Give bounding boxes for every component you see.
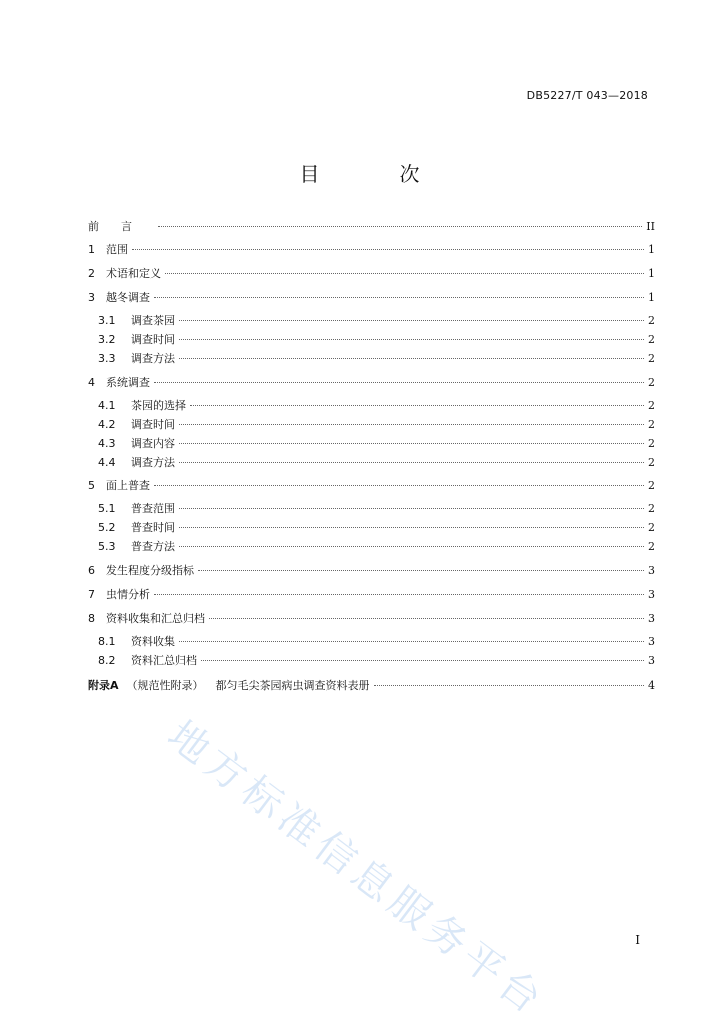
toc-entry-number: 3.3	[98, 352, 116, 365]
toc-entry-subsection[interactable]	[98, 501, 655, 517]
dot-leader	[179, 339, 644, 340]
toc-entry-page: 2	[648, 521, 655, 534]
toc-entry-number: 3.1	[98, 314, 116, 327]
toc-entry-subsection[interactable]	[98, 351, 655, 367]
toc-entry-number: 6	[88, 564, 95, 577]
toc-entry-number: 3	[88, 291, 95, 304]
toc-entry-label: 调查时间	[131, 418, 175, 431]
toc-entry-page: 2	[648, 437, 655, 450]
toc-entry-page: 2	[648, 456, 655, 469]
toc-entry-subsection[interactable]	[98, 398, 655, 414]
toc-entry-label: 调查茶园	[131, 314, 175, 327]
toc-entry-label: 调查方法	[131, 352, 175, 365]
toc-entry-page: 2	[648, 479, 655, 492]
toc-entry-subsection[interactable]	[98, 520, 655, 536]
toc-entry-number: 8.2	[98, 654, 116, 667]
toc-entry-page: 2	[648, 333, 655, 346]
toc-entry-number: 5.1	[98, 502, 116, 515]
dot-leader	[198, 570, 644, 571]
toc-entry-page: II	[646, 220, 655, 233]
toc-entry-subsection[interactable]	[98, 417, 655, 433]
toc-entry-number: 4.1	[98, 399, 116, 412]
toc-entry-label: 资料汇总归档	[131, 654, 197, 667]
dot-leader	[179, 527, 644, 528]
toc-entry-label: 系统调查	[106, 376, 150, 389]
toc-entry-subsection[interactable]	[98, 313, 655, 329]
toc-entry-label: 前言	[88, 220, 154, 233]
toc-entry-chapter[interactable]	[88, 290, 655, 306]
toc-entry-label: 调查时间	[131, 333, 175, 346]
toc-entry-page: 3	[648, 635, 655, 648]
toc-entry-page: 3	[648, 564, 655, 577]
toc-entry-page: 2	[648, 352, 655, 365]
toc-entry-chapter[interactable]	[88, 375, 655, 391]
toc-entry-preface[interactable]	[88, 219, 655, 235]
dot-leader	[179, 424, 644, 425]
toc-entry-page: 1	[648, 243, 655, 256]
toc-entry-label: 调查内容	[131, 437, 175, 450]
dot-leader	[179, 641, 644, 642]
toc-entry-label: 虫情分析	[106, 588, 150, 601]
toc-entry-label: 普查范围	[131, 502, 175, 515]
toc-entry-number: 8	[88, 612, 95, 625]
toc-entry-page: 3	[648, 588, 655, 601]
toc-entry-number: 5	[88, 479, 95, 492]
toc-entry-number: 4.3	[98, 437, 116, 450]
toc-entry-number: 3.2	[98, 333, 116, 346]
toc-entry-page: 2	[648, 399, 655, 412]
toc-entry-chapter[interactable]	[88, 563, 655, 579]
toc-entry-page: 4	[648, 679, 655, 692]
toc-entry-subsection[interactable]	[98, 436, 655, 452]
toc-entry-subsection[interactable]	[98, 332, 655, 348]
annex-prefix: 附录A	[88, 679, 119, 692]
toc-entry-chapter[interactable]	[88, 611, 655, 627]
dot-leader	[374, 685, 644, 686]
standard-code: DB5227/T 043—2018	[526, 89, 648, 102]
toc-entry-page: 2	[648, 376, 655, 389]
toc-entry-page: 2	[648, 314, 655, 327]
toc-entry-label: 面上普查	[106, 479, 150, 492]
toc-entry-subsection[interactable]	[98, 539, 655, 555]
toc-entry-subsection[interactable]	[98, 653, 655, 669]
toc-entry-chapter[interactable]	[88, 266, 655, 282]
toc-entry-number: 5.3	[98, 540, 116, 553]
toc-entry-label: 越冬调查	[106, 291, 150, 304]
dot-leader	[179, 358, 644, 359]
toc-entry-page: 1	[648, 267, 655, 280]
toc-entry-page: 3	[648, 654, 655, 667]
dot-leader	[209, 618, 644, 619]
toc-entry-subsection[interactable]	[98, 634, 655, 650]
dot-leader	[154, 485, 644, 486]
dot-leader	[154, 297, 644, 298]
toc-entry-label: 茶园的选择	[131, 399, 186, 412]
toc-entry-label: 普查方法	[131, 540, 175, 553]
dot-leader	[201, 660, 644, 661]
page-number: I	[635, 933, 640, 947]
toc-entry-label: 调查方法	[131, 456, 175, 469]
toc-entry-label: 资料收集和汇总归档	[106, 612, 205, 625]
toc-entry-label: 范围	[106, 243, 128, 256]
toc-entry-number: 4	[88, 376, 95, 389]
dot-leader	[158, 226, 642, 227]
toc-entry-page: 2	[648, 502, 655, 515]
dot-leader	[179, 462, 644, 463]
toc-entry-page: 2	[648, 540, 655, 553]
dot-leader	[154, 594, 644, 595]
annex-type: （规范性附录）	[126, 679, 204, 692]
toc-entry-label: 术语和定义	[106, 267, 161, 280]
toc-entry-chapter[interactable]	[88, 587, 655, 603]
toc-entry-chapter[interactable]	[88, 478, 655, 494]
toc-entry-page: 2	[648, 418, 655, 431]
toc-entry-number: 4.2	[98, 418, 116, 431]
dot-leader	[179, 546, 644, 547]
toc-entry-chapter[interactable]	[88, 242, 655, 258]
toc-entry-page: 1	[648, 291, 655, 304]
watermark: 地方标准信息服务平台	[158, 712, 554, 1026]
toc-entry-label: 普查时间	[131, 521, 175, 534]
toc-entry-page: 3	[648, 612, 655, 625]
toc-entry-number: 7	[88, 588, 95, 601]
toc-entry-number: 1	[88, 243, 95, 256]
dot-leader	[132, 249, 644, 250]
toc-entry-annex[interactable]	[88, 678, 655, 694]
dot-leader	[165, 273, 644, 274]
toc-entry-label: 发生程度分级指标	[106, 564, 194, 577]
toc-entry-number: 5.2	[98, 521, 116, 534]
toc-entry-number: 8.1	[98, 635, 116, 648]
toc-entry-number: 4.4	[98, 456, 116, 469]
dot-leader	[179, 320, 644, 321]
dot-leader	[179, 508, 644, 509]
toc-entry-number: 2	[88, 267, 95, 280]
toc-entry-label: 都匀毛尖茶园病虫调查资料表册	[215, 679, 370, 692]
toc-title: 目 次	[299, 162, 450, 186]
dot-leader	[190, 405, 644, 406]
dot-leader	[179, 443, 644, 444]
toc-entry-label: 资料收集	[131, 635, 175, 648]
dot-leader	[154, 382, 644, 383]
toc-entry-subsection[interactable]	[98, 455, 655, 471]
